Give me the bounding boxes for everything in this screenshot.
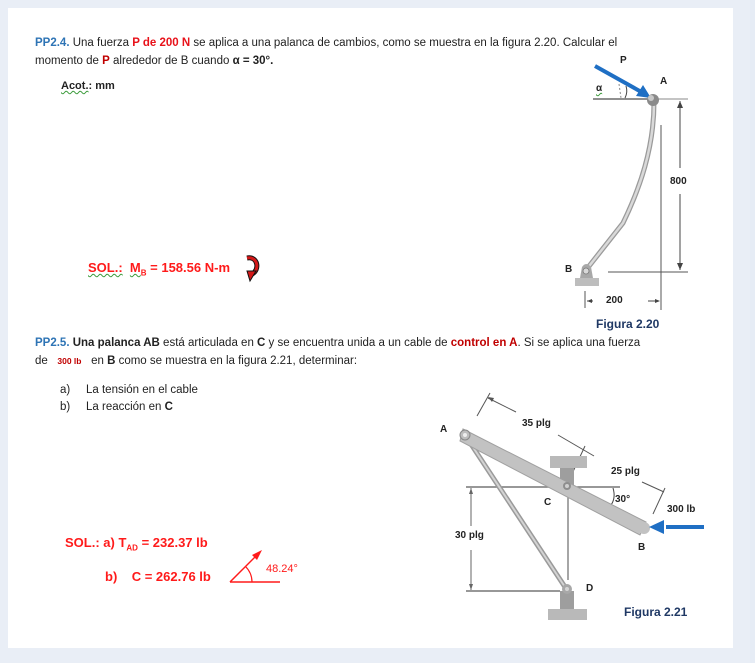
text: momento de	[35, 55, 103, 67]
highlight-text: control en A	[450, 337, 518, 349]
point-d-label: D	[586, 583, 594, 594]
figure-2-20-caption: Figura 2.20	[596, 317, 660, 331]
moment-symbol: M	[129, 260, 141, 275]
point-b-label: B	[638, 542, 646, 553]
problem-id: PP2.4.	[35, 37, 70, 49]
moment-value: = 158.56 N-m	[146, 260, 230, 275]
force-300-lb-label: 300 lb	[667, 504, 696, 515]
dim-text: 35 plg	[522, 418, 551, 429]
list-bold: C	[164, 401, 173, 413]
alpha-label: α	[596, 83, 603, 94]
angle-30-label: 30°	[615, 494, 631, 505]
force-value: 300 lb	[57, 356, 82, 366]
point-a-label: A	[440, 424, 448, 435]
text: y se encuentra unida a un cable de	[265, 337, 451, 349]
angle-value: α = 30°.	[232, 55, 274, 67]
text: . Si se aplica una fuerza	[517, 337, 641, 349]
text: Una palanca AB	[69, 337, 160, 349]
text: se aplica a una palanca de cambios, como se muestra en la figura 2.20. Calcular el	[190, 37, 618, 49]
text: C	[257, 337, 266, 349]
solution-prefix: SOL.:	[88, 260, 123, 275]
text: alrededor de B cuando	[109, 55, 233, 67]
force-p-label: P	[620, 55, 627, 66]
text: B	[107, 355, 116, 367]
point-a-label: A	[660, 76, 668, 87]
tension-label: SOL.: a) T	[65, 535, 127, 550]
moment-subscript: B	[140, 268, 147, 278]
tension-value: = 232.37 lb	[137, 535, 208, 550]
text: Una fuerza	[69, 37, 133, 49]
solution-2-5-b: b) C = 262.76 lb	[105, 569, 211, 584]
list-text: La reacción en	[86, 401, 165, 413]
point-b-label: B	[565, 264, 573, 275]
dim-200-label: 200	[606, 295, 623, 306]
text: en	[87, 355, 108, 367]
units-label: Acot.	[61, 80, 89, 92]
figure-2-21-diagram	[8, 8, 733, 648]
point-c-label: C	[544, 497, 552, 508]
problem-id: PP2.5.	[35, 337, 70, 349]
list-marker: b)	[60, 401, 71, 413]
dim-800-label: 800	[670, 176, 687, 187]
tension-subscript: AD	[126, 543, 138, 553]
document-page	[8, 8, 733, 648]
reaction-angle-value: 48.24°	[266, 563, 298, 575]
text: de	[35, 355, 51, 367]
units-value: : mm	[88, 80, 115, 92]
figure-2-21-caption: Figura 2.21	[624, 605, 688, 619]
dim-25-plg-label: 25 plg	[611, 466, 640, 477]
force-symbol: P	[102, 55, 110, 67]
force-highlight: P de 200 N	[132, 37, 191, 49]
dim-30-plg-label: 30 plg	[455, 530, 484, 541]
list-text: La tensión en el cable	[86, 384, 198, 396]
dim-35-plg-label	[522, 418, 551, 429]
list-marker: a)	[60, 384, 71, 396]
text: está articulada en	[159, 337, 258, 349]
text: como se muestra en la figura 2.21, determinar:	[115, 355, 358, 367]
